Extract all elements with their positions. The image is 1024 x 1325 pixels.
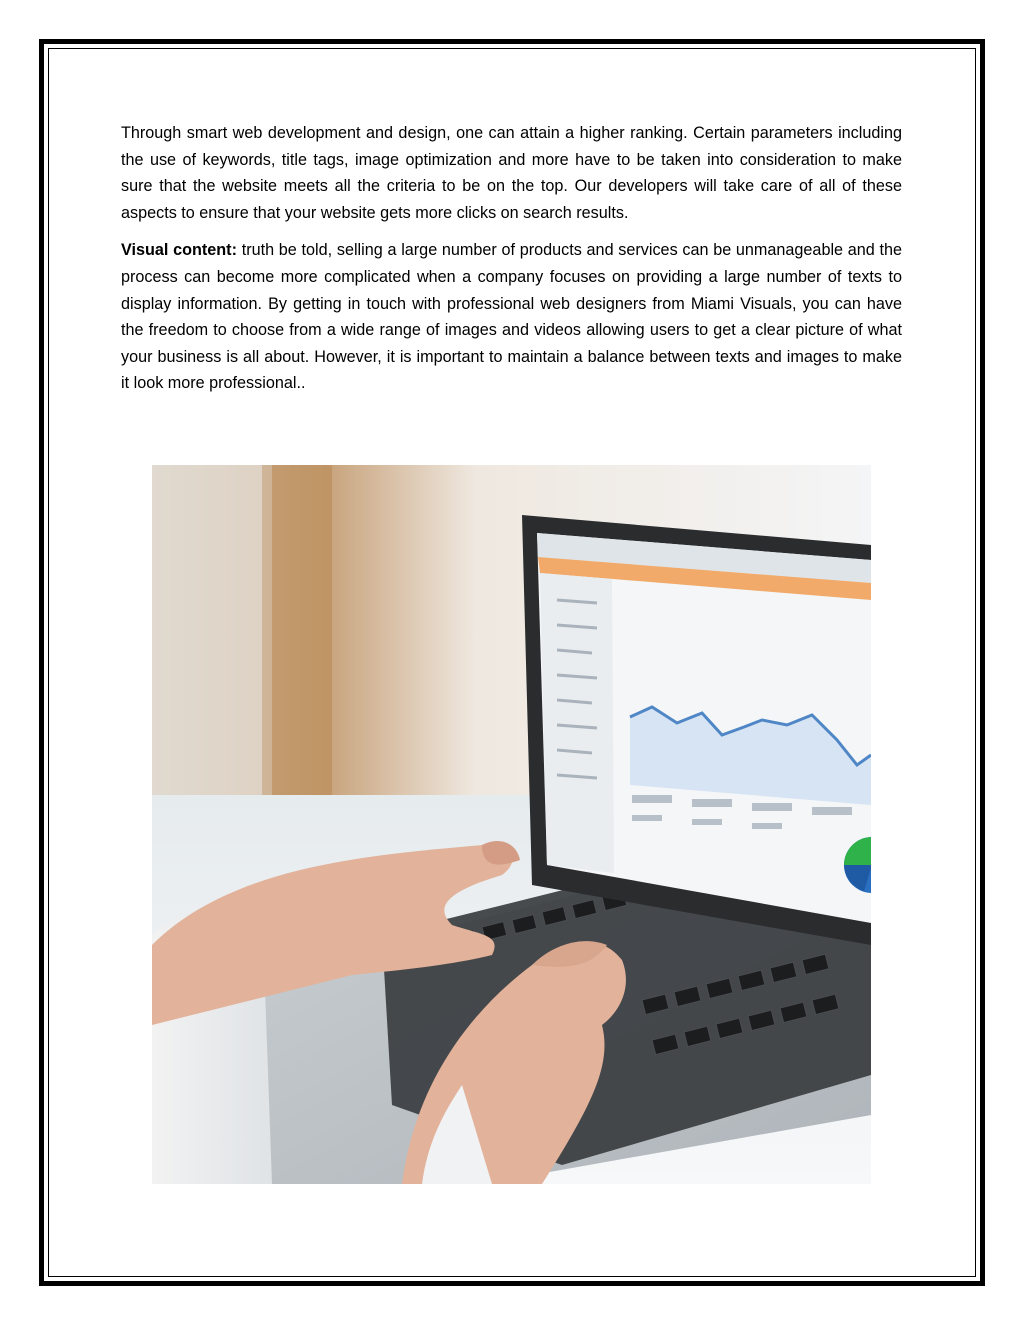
paragraph-heading: Visual content: — [121, 241, 237, 260]
paragraph-visual-content — [121, 237, 902, 397]
paragraph-seo: Through smart web development and design, one can attain a higher ranking. Certain parameters including the use of keywords, title tags, image optimization and more have to be taken into consideration to make sure that the website meets all the criteria to be on the top. Our developers will take care of all of these aspects to ensure that your website gets more clicks on search results. — [121, 124, 902, 222]
laptop-analytics-photo — [152, 465, 871, 1184]
document-body — [121, 120, 902, 408]
wooden-post — [272, 465, 332, 795]
paragraph-text: truth be told, selling a large number of products and services can be unmanageable and the process can become more complicated when a company focuses on providing a large number of texts to display information. By getting in touch with professional web designers from Miami Visuals, you can have the freedom to choose from a wide range of images and videos allowing users to get a clear picture of what your business is all about. However, it is important to maintain a balance between texts and images to make it look more professional.. — [121, 241, 902, 393]
